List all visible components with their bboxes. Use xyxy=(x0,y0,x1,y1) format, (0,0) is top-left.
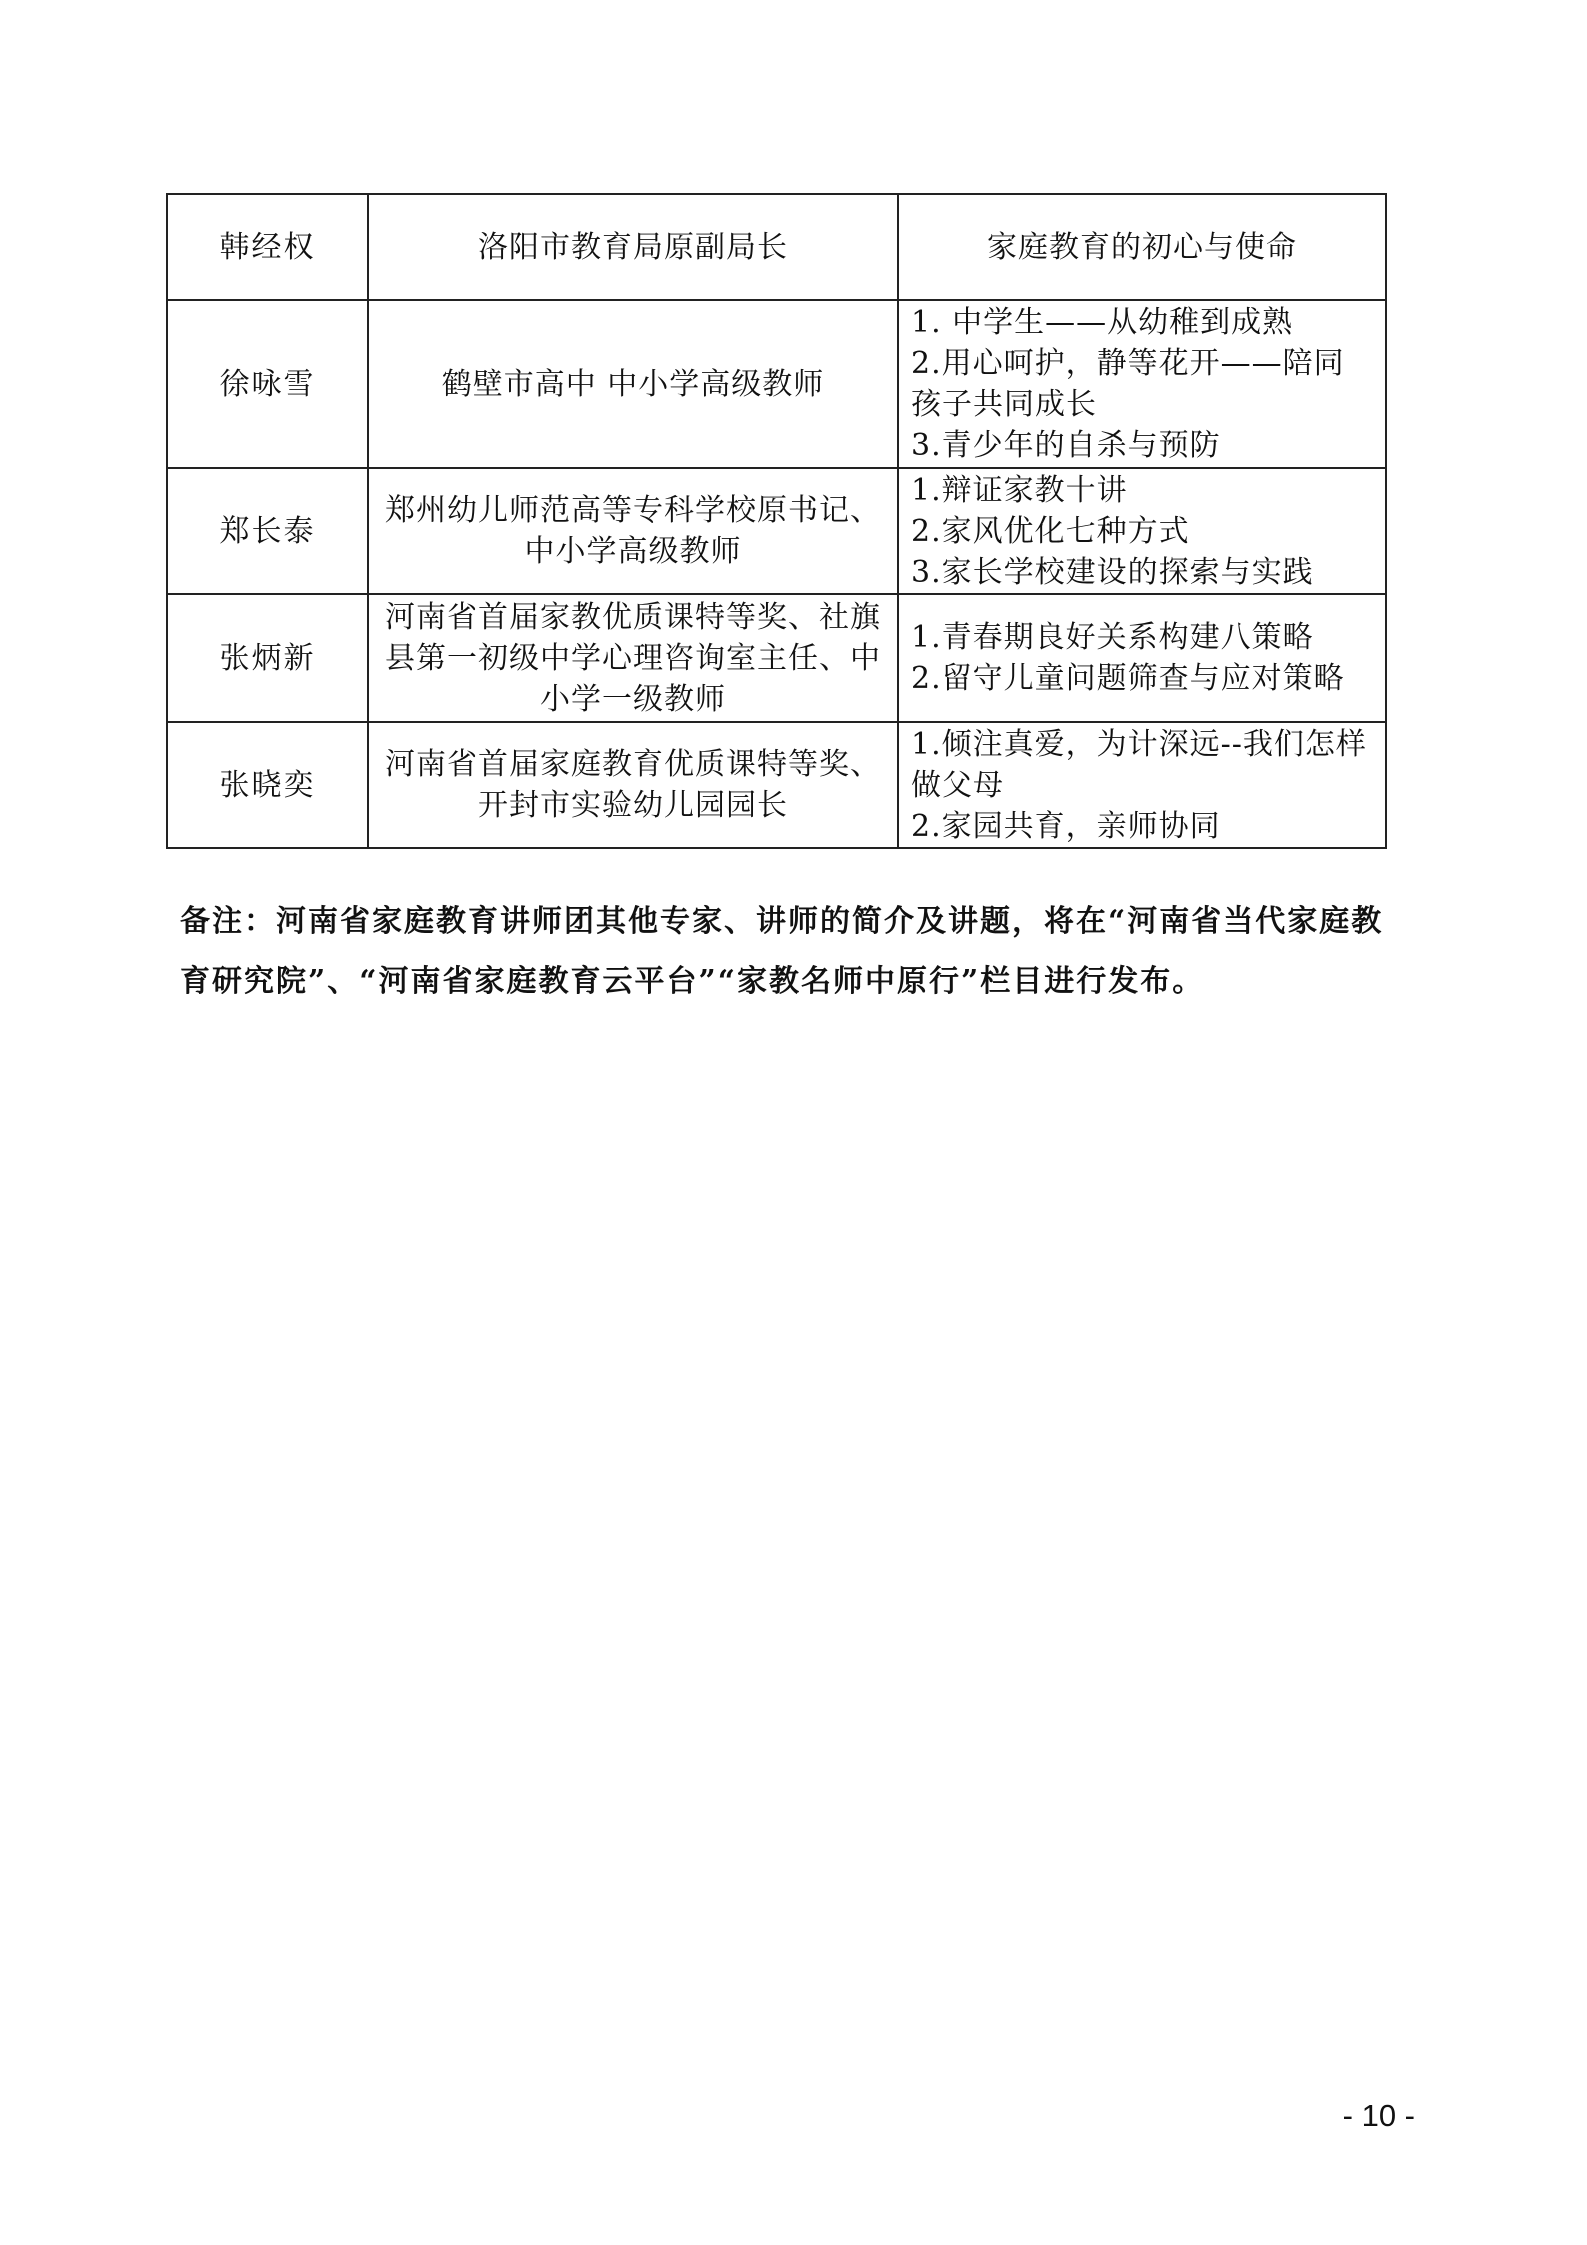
expert-name: 张炳新 xyxy=(167,594,368,722)
expert-topics xyxy=(898,468,1386,594)
topic-item: 1.辩证家教十讲 xyxy=(911,472,1128,508)
table-row xyxy=(167,594,1386,722)
expert-name: 郑长泰 xyxy=(167,468,368,594)
table-row xyxy=(167,468,1386,594)
topic-item: 2.家风优化七种方式 xyxy=(911,513,1190,549)
expert-topics xyxy=(898,194,1386,300)
expert-title: 郑州幼儿师范高等专科学校原书记、中小学高级教师 xyxy=(368,468,898,594)
topic-item: 2.留守儿童问题筛查与应对策略 xyxy=(911,661,1345,696)
table-row xyxy=(167,194,1386,300)
expert-title: 洛阳市教育局原副局长 xyxy=(368,194,898,300)
expert-name: 韩经权 xyxy=(167,194,368,300)
table-row xyxy=(167,722,1386,848)
topic-item: 家庭教育的初心与使命 xyxy=(987,229,1297,265)
expert-title: 河南省首届家教优质课特等奖、社旗县第一初级中学心理咨询室主任、中小学一级教师 xyxy=(368,594,898,722)
expert-topics xyxy=(898,300,1386,468)
expert-name: 张晓奕 xyxy=(167,722,368,848)
topic-item: 1. 中学生——从幼稚到成熟 xyxy=(911,305,1294,340)
page-number: - 10 - xyxy=(1342,2098,1415,2133)
topic-item: 2.家园共育，亲师协同 xyxy=(911,808,1221,844)
expert-topics xyxy=(898,594,1386,722)
topic-item: 1.青春期良好关系构建八策略 xyxy=(911,620,1314,655)
table-row xyxy=(167,300,1386,468)
expert-title: 鹤壁市高中 中小学高级教师 xyxy=(368,300,898,468)
topic-item: 2.用心呵护，静等花开——陪同孩子共同成长 xyxy=(911,346,1345,422)
topic-item: 1.倾注真爱，为计深远--我们怎样做父母 xyxy=(911,726,1367,803)
expert-name: 徐咏雪 xyxy=(167,300,368,468)
expert-title: 河南省首届家庭教育优质课特等奖、开封市实验幼儿园园长 xyxy=(368,722,898,848)
topic-item: 3.家长学校建设的探索与实践 xyxy=(911,554,1314,590)
expert-topics xyxy=(898,722,1386,848)
footnote: 备注：河南省家庭教育讲师团其他专家、讲师的简介及讲题，将在“河南省当代家庭教育研究院”、“河南省家庭教育云平台”“家教名师中原行”栏目进行发布。 xyxy=(180,904,1384,999)
expert-table xyxy=(166,193,1387,849)
topic-item: 3.青少年的自杀与预防 xyxy=(911,428,1221,463)
